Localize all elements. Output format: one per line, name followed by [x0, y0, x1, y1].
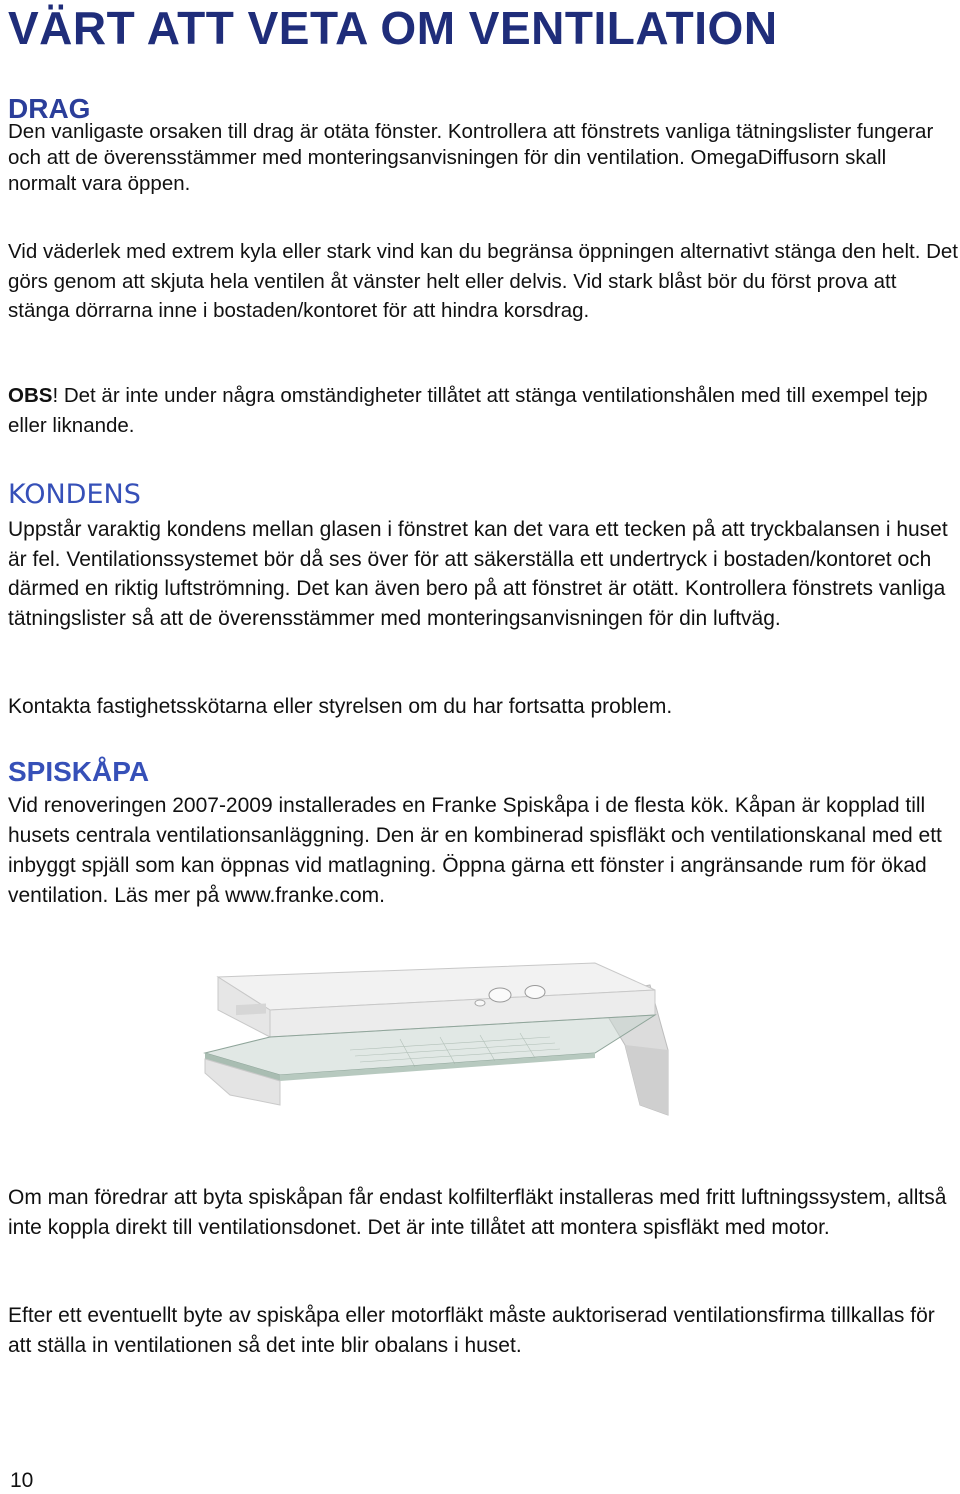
drag-paragraph-1: Den vanligaste orsaken till drag är otäta fönster. Kontrollera att fönstrets vanliga tätningslister fungerar och att de överensstämmer med monteringsanvisningen för din ventilation. OmegaDiffusorn skall normalt vara öppen. [8, 120, 934, 195]
section-heading-spiskapa: SPISKÅPA [8, 756, 150, 787]
obs-label: OBS [8, 384, 53, 407]
page-number: 10 [10, 1469, 34, 1492]
drag-paragraph-2: Vid väderlek med extrem kyla eller stark vind kan du begränsa öppningen alternativt stänga den helt. Det görs genom att skjuta hela ventilen åt vänster helt eller delvis. Vid stark blåst bör du först prova att stänga dörrarna inne i bostaden/kontoret för att hindra korsdrag. [8, 240, 959, 322]
page-title: VÄRT ATT VETA OM VENTILATION [8, 2, 778, 54]
spiskapa-paragraph-1: Vid renoveringen 2007-2009 installerades en Franke Spiskåpa i de flesta kök. Kåpan är kopplad till husets centrala ventilationsanläggning. Den är en kombinerad spisfläkt och ventilationskanal med ett inbyggt spjäll som kan öppnas vid matlagning. Öppna gärna ett fönster i angränsande rum för ökad ventilation. Läs mer på www.franke.com. [8, 794, 942, 907]
obs-text: ! Det är inte under några omständigheter tillåtet att stänga ventilationshålen med till exempel tejp eller liknande. [8, 384, 928, 437]
kondens-paragraph-1: Uppstår varaktig kondens mellan glasen i fönstret kan det vara ett tecken på att tryckbalansen i huset är fel. Ventilationssystemet bör då ses över för att säkerställa ett undertryck i bostaden/kontoret och därmed en riktig luftströmning. Det kan även bero på att fönstret är otätt. Kontrollera fönstrets vanliga tätningslister så att de överensstämmer med monteringsanvisningen för din luftväg. [8, 518, 948, 630]
spiskapa-paragraph-3: Efter ett eventuellt byte av spiskåpa eller motorfläkt måste auktoriserad ventilationsfirma tillkallas för att ställa in ventilationen så det inte blir obalans i huset. [8, 1304, 935, 1357]
section-heading-kondens: KONDENS [8, 479, 141, 510]
spiskapa-paragraph-2: Om man föredrar att byta spiskåpan får endast kolfilterfläkt installeras med fritt luftningssystem, alltså inte koppla direkt till ventilationsdonet. Det är inte tillåtet att montera spisfläkt med motor. [8, 1186, 947, 1239]
section-heading-drag: DRAG [8, 93, 91, 124]
range-hood-image [200, 955, 680, 1125]
drag-obs-paragraph [8, 381, 958, 440]
kondens-paragraph-2: Kontakta fastighetsskötarna eller styrelsen om du har fortsatta problem. [8, 695, 673, 718]
